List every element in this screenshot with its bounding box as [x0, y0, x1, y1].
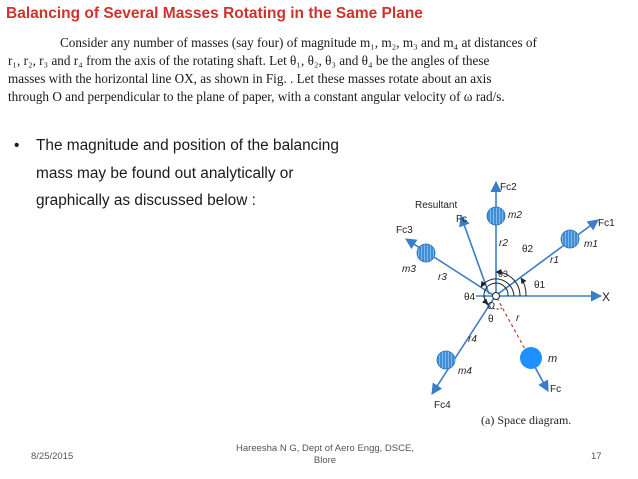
fc1-label: Fc1 [598, 218, 615, 229]
resultant-label: Resultant [415, 200, 458, 211]
page-number: 17 [591, 451, 602, 462]
fc1-arrow [498, 220, 598, 294]
paragraph-line: r₁, r₂, r₃ and r₄ from the axis of the rotating shaft. Let θ₁, θ₂, θ₃ and θ₄ be the angles of these [8, 53, 490, 68]
fc-m-label: Fc [550, 384, 562, 395]
footer-author-line: Hareesha N G, Dept of Aero Engg, DSCE, [236, 443, 414, 454]
paragraph-line: Consider any number of masses (say four) of magnitude m₁, m₂, m₃ and m₄ at distances of [60, 35, 537, 50]
footer-author-line: Blore [313, 455, 337, 466]
fc4-label: Fc4 [434, 400, 451, 411]
r3-label: r3 [438, 272, 447, 283]
m2-label: m2 [508, 210, 522, 221]
m-label: m [548, 353, 558, 365]
theta4-label: θ4 [464, 292, 476, 303]
bullet-point [14, 132, 414, 215]
paragraph-line: masses with the horizontal line OX, as shown in Fig. . Let these masses rotate about an axis [8, 71, 492, 86]
r-label: r [516, 313, 520, 324]
mass-m1-icon [561, 230, 579, 248]
bullet-text [14, 132, 414, 215]
balancing-mass-icon [520, 347, 542, 369]
theta1-arc [521, 278, 526, 296]
theta1-label: θ1 [534, 280, 546, 291]
r4-label: r4 [468, 334, 477, 345]
space-diagram [376, 176, 638, 432]
mass-m3-icon [417, 244, 435, 262]
m1-label: m1 [584, 239, 598, 250]
fc4-arrow [432, 298, 494, 394]
fc3-label: Fc3 [396, 225, 413, 236]
paragraph-line: through O and perpendicular to the plane of paper, with a constant angular velocity of ω rad/s. [8, 89, 505, 104]
bullet-line: mass may be found out analytically or [36, 164, 294, 182]
diagram-caption: (a) Space diagram. [481, 413, 572, 427]
bullet-line: The magnitude and position of the balancing [36, 137, 339, 154]
bullet-line: graphically as discussed below : [36, 192, 256, 209]
resultant-fc-label: Fc [456, 214, 468, 225]
origin-point-icon [493, 293, 500, 300]
x-axis-label: X [602, 290, 611, 304]
r-dashed-line [497, 298, 526, 351]
mass-m4-icon [437, 351, 455, 369]
theta2-label: θ2 [522, 244, 534, 255]
footer-date: 8/25/2015 [31, 451, 74, 462]
r2-label: r2 [499, 238, 508, 249]
origin-label: O [487, 301, 495, 312]
r1-label: r1 [550, 255, 559, 266]
slide-title: Balancing of Several Masses Rotating in the Same Plane [6, 5, 423, 22]
m3-label: m3 [402, 264, 416, 275]
intro-paragraph [8, 34, 632, 106]
bullet-icon: • [14, 137, 20, 154]
mass-m2-icon [487, 207, 505, 225]
theta3-label: θ3 [498, 269, 509, 279]
footer-author [230, 443, 420, 467]
theta-label: θ [488, 314, 494, 325]
fc2-label: Fc2 [500, 182, 517, 193]
m4-label: m4 [458, 366, 472, 377]
